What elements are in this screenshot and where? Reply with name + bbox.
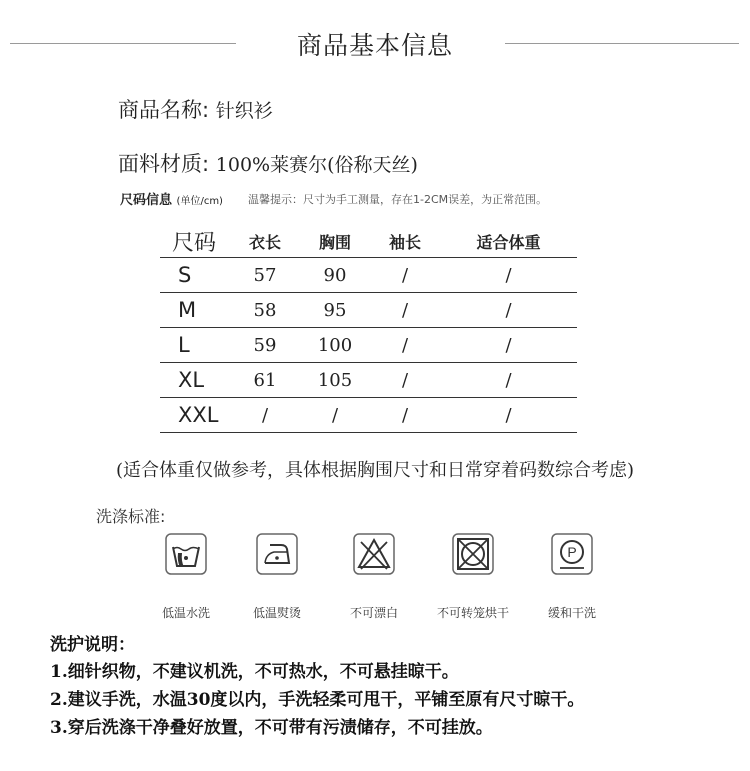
no-tumble-dry-icon [452, 533, 494, 575]
table-row [160, 328, 577, 363]
chest-cell: 95 [300, 293, 370, 328]
weight-cell: / [440, 363, 577, 398]
chest-cell: / [300, 398, 370, 433]
no-bleach-icon [353, 533, 395, 575]
weight-cell: / [440, 398, 577, 433]
sleeve-cell: / [370, 328, 440, 363]
care-label-iron: 低温熨烫 [252, 606, 301, 620]
length-cell: 57 [230, 258, 300, 293]
material-label: 面料材质: [118, 152, 210, 176]
sleeve-cell: / [370, 293, 440, 328]
size-table [160, 226, 577, 433]
low-temp-wash-icon [165, 533, 207, 575]
size-table-header: 胸围 [300, 226, 370, 258]
length-cell: 61 [230, 363, 300, 398]
care-label-tumble: 不可转笼烘干 [436, 606, 509, 620]
weight-note: (适合体重仅做参考，具体根据胸围尺寸和日常穿着码数综合考虑) [115, 460, 635, 481]
size-table-header: 袖长 [370, 226, 440, 258]
chest-cell: 100 [300, 328, 370, 363]
care-label-bleach: 不可漂白 [349, 606, 398, 620]
care-guide-item-3: 3.穿后洗涤干净叠好放置，不可带有污渍储存，不可挂放。 [50, 718, 493, 738]
care-label-dry-clean: 缓和干洗 [547, 606, 596, 620]
size-table-header-row [160, 226, 577, 258]
size-info-tip: 温馨提示：尺寸为手工测量，存在1-2CM误差，为正常范围。 [248, 193, 548, 206]
size-cell: XXL [160, 398, 230, 433]
low-temp-iron-icon [256, 533, 298, 575]
table-row [160, 293, 577, 328]
length-cell: 59 [230, 328, 300, 363]
weight-cell: / [440, 258, 577, 293]
sleeve-cell: / [370, 398, 440, 433]
table-row [160, 363, 577, 398]
material-row [118, 148, 418, 178]
washing-title: 洗涤标准: [96, 507, 166, 526]
sleeve-cell: / [370, 363, 440, 398]
product-name-label: 商品名称: [118, 98, 210, 122]
product-name-value: 针织衫 [215, 100, 273, 122]
size-info-unit: (单位/cm) [176, 196, 223, 207]
care-guide-item-2: 2.建议手洗，水温30度以内，手洗轻柔可甩干，平铺至原有尺寸晾干。 [50, 690, 585, 710]
size-table-header: 适合体重 [440, 226, 577, 258]
page-title: 商品基本信息 [296, 31, 453, 60]
care-guide-title: 洗护说明： [50, 635, 135, 655]
size-cell: XL [160, 363, 230, 398]
weight-cell: / [440, 293, 577, 328]
weight-cell: / [440, 328, 577, 363]
gentle-dry-clean-icon [551, 533, 593, 575]
size-info-title: 尺码信息 [120, 193, 173, 208]
svg-text:P: P [567, 544, 577, 560]
material-value: 100%莱赛尔(俗称天丝) [215, 154, 418, 176]
size-table-header: 尺码 [160, 226, 230, 258]
table-row [160, 258, 577, 293]
care-guide-item-1: 1.细针织物，不建议机洗，不可热水，不可悬挂晾干。 [50, 662, 459, 682]
length-cell: 58 [230, 293, 300, 328]
size-cell: S [160, 258, 230, 293]
size-cell: L [160, 328, 230, 363]
size-cell: M [160, 293, 230, 328]
table-row [160, 398, 577, 433]
sleeve-cell: / [370, 258, 440, 293]
product-name-row [118, 94, 273, 124]
chest-cell: 90 [300, 258, 370, 293]
chest-cell: 105 [300, 363, 370, 398]
size-info-heading [120, 189, 223, 208]
header-divider-right [505, 43, 739, 44]
size-table-header: 衣长 [230, 226, 300, 258]
care-label-wash: 低温水洗 [161, 606, 210, 620]
length-cell: / [230, 398, 300, 433]
